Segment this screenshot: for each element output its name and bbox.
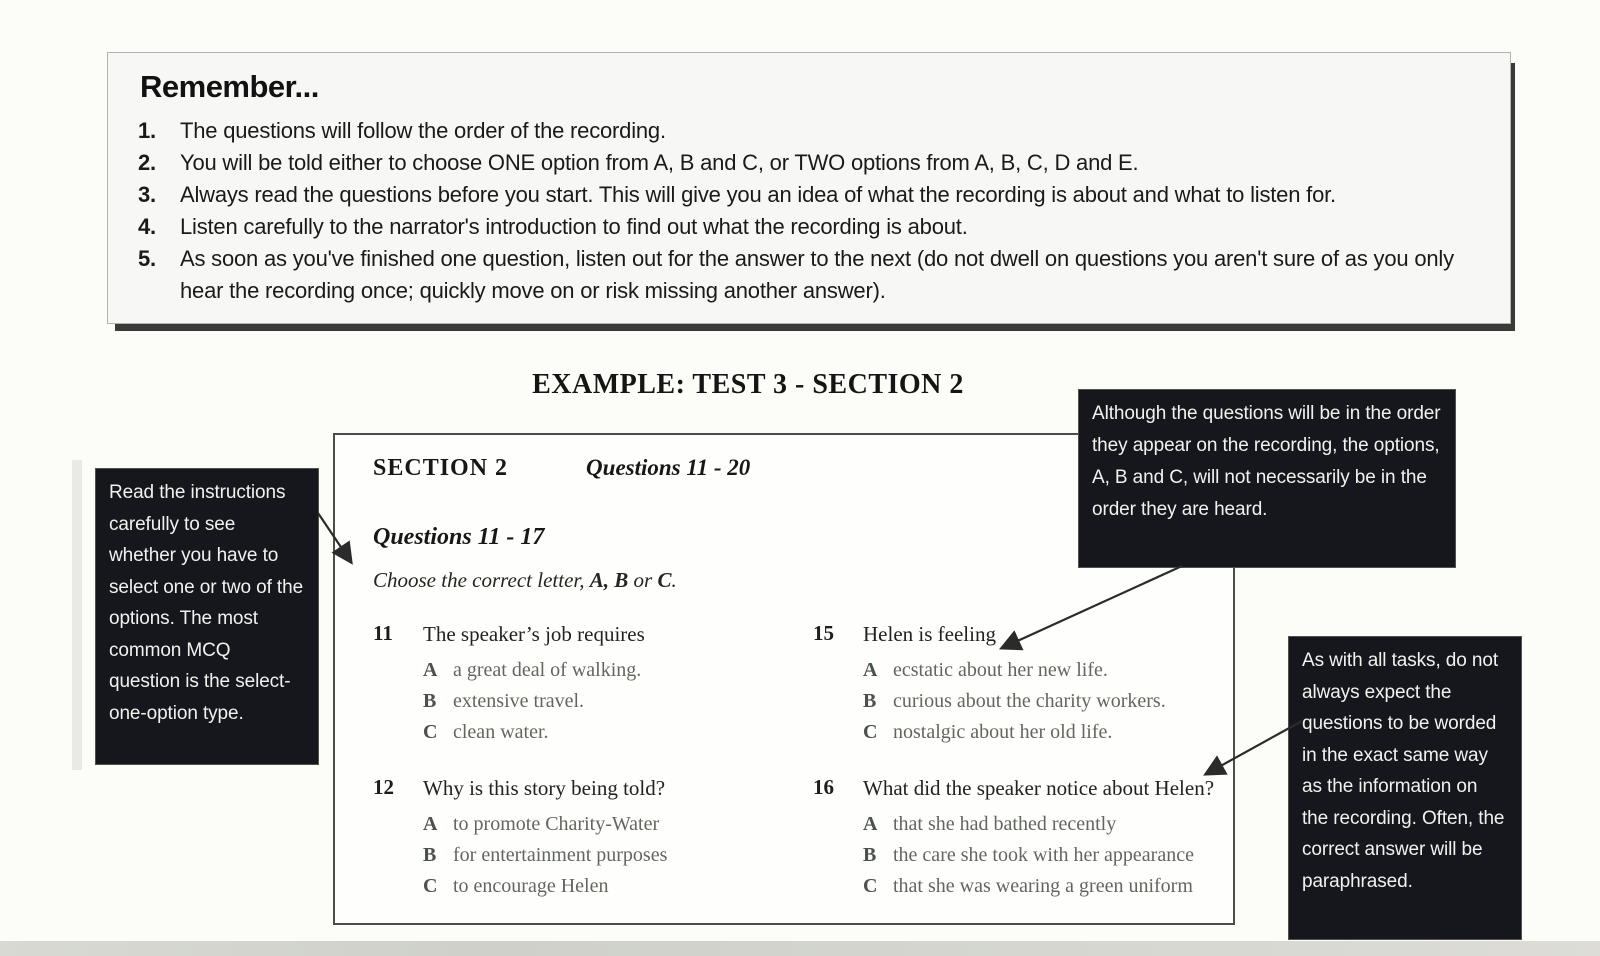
option-letter: B bbox=[423, 844, 437, 866]
option-letter: A bbox=[423, 813, 438, 835]
annotation-callout-left bbox=[95, 468, 319, 765]
instruction-bold-c: C bbox=[657, 568, 672, 592]
question-stem: Why is this story being told? bbox=[423, 776, 666, 800]
page-title: EXAMPLE: TEST 3 - SECTION 2 bbox=[532, 369, 964, 400]
question-number: 16 bbox=[813, 775, 834, 799]
option-row bbox=[423, 871, 813, 902]
option-row bbox=[423, 686, 813, 717]
option-text: to encourage Helen bbox=[453, 875, 609, 897]
remember-item-text: As soon as you've finished one question, listen out for the answer to the next (do not dwell on questions you aren't sure of as you only hear the recording once; quickly move on or risk missing another answer). bbox=[180, 246, 1454, 303]
section-label: SECTION 2 bbox=[373, 455, 509, 481]
remember-item-number: 3. bbox=[138, 182, 156, 207]
option-row bbox=[423, 717, 813, 748]
instruction-line bbox=[373, 568, 1233, 593]
option-text: ecstatic about her new life. bbox=[893, 659, 1108, 681]
option-text: curious about the charity workers. bbox=[893, 690, 1166, 712]
scan-edge-left bbox=[72, 460, 82, 770]
option-text: for entertainment purposes bbox=[453, 844, 668, 866]
option-text: a great deal of walking. bbox=[453, 659, 642, 681]
instruction-suffix: . bbox=[671, 568, 677, 592]
option-row bbox=[863, 717, 1217, 748]
remember-item-2 bbox=[138, 147, 1480, 179]
remember-item-1 bbox=[138, 115, 1480, 147]
question-stem: Helen is feeling bbox=[863, 622, 996, 646]
option-letter: C bbox=[423, 721, 438, 743]
remember-item-text: Listen carefully to the narrator's introduction to find out what the recording is about. bbox=[180, 214, 968, 239]
option-text: the care she took with her appearance bbox=[893, 844, 1194, 866]
remember-item-text: Always read the questions before you start. This will give you an idea of what the recording is about and what to listen for. bbox=[180, 182, 1336, 207]
remember-item-number: 4. bbox=[138, 214, 156, 239]
remember-panel bbox=[107, 52, 1511, 324]
remember-item-4 bbox=[138, 211, 1480, 243]
option-letter: C bbox=[863, 875, 878, 897]
scan-edge-bottom bbox=[0, 941, 1600, 956]
option-letter: B bbox=[423, 690, 437, 712]
option-letter: A bbox=[863, 813, 878, 835]
question-number: 12 bbox=[373, 775, 394, 799]
callout-text: Read the instructions carefully to see whether you have to select one or two of the options. The most common MCQ question is the select-one-option type. bbox=[109, 482, 304, 724]
remember-item-5 bbox=[138, 243, 1480, 307]
questions-grid bbox=[373, 621, 1233, 902]
option-letter: B bbox=[863, 844, 877, 866]
question-stem: What did the speaker notice about Helen? bbox=[863, 776, 1215, 800]
option-row bbox=[423, 809, 813, 840]
option-letter: C bbox=[863, 721, 878, 743]
question-number: 15 bbox=[813, 621, 834, 645]
option-row bbox=[863, 655, 1217, 686]
question-number: 11 bbox=[373, 621, 393, 645]
instruction-middle: or bbox=[628, 568, 658, 592]
option-letter: A bbox=[423, 659, 438, 681]
option-letter: C bbox=[423, 875, 438, 897]
question-16 bbox=[813, 775, 1217, 902]
remember-item-number: 2. bbox=[138, 150, 156, 175]
option-row bbox=[863, 686, 1217, 717]
remember-item-number: 1. bbox=[138, 118, 156, 143]
option-text: that she had bathed recently bbox=[893, 813, 1117, 835]
instruction-bold-letters: A, B bbox=[589, 568, 629, 592]
annotation-callout-top-right bbox=[1078, 389, 1456, 568]
question-11 bbox=[373, 621, 813, 748]
remember-item-number: 5. bbox=[138, 246, 156, 271]
remember-title: Remember... bbox=[140, 69, 319, 104]
option-row bbox=[423, 840, 813, 871]
option-text: extensive travel. bbox=[453, 690, 585, 712]
option-text: that she was wearing a green uniform bbox=[893, 875, 1193, 897]
section-question-range: Questions 11 - 20 bbox=[586, 455, 751, 480]
option-text: nostalgic about her old life. bbox=[893, 721, 1113, 743]
subsection-heading: Questions 11 - 17 bbox=[373, 524, 545, 550]
option-row bbox=[863, 840, 1217, 871]
option-text: clean water. bbox=[453, 721, 549, 743]
option-row bbox=[423, 655, 813, 686]
question-stem: The speaker’s job requires bbox=[423, 622, 645, 646]
option-row bbox=[863, 809, 1217, 840]
instruction-prefix: Choose the correct letter, bbox=[373, 568, 590, 592]
remember-item-text: You will be told either to choose ONE option from A, B and C, or TWO options from A, B, C, D and E. bbox=[180, 150, 1139, 175]
remember-item-3 bbox=[138, 179, 1480, 211]
remember-item-text: The questions will follow the order of the recording. bbox=[180, 118, 666, 143]
callout-text: As with all tasks, do not always expect the questions to be worded in the exact same way as the information on the recording. Often, the correct answer will be paraphrased. bbox=[1302, 650, 1505, 892]
question-12 bbox=[373, 775, 813, 902]
question-15 bbox=[813, 621, 1217, 748]
callout-text: Although the questions will be in the order they appear on the recording, the options, A, B and C, will not necessarily be in the order they are heard. bbox=[1092, 403, 1441, 520]
option-text: to promote Charity-Water bbox=[453, 813, 660, 835]
option-letter: B bbox=[863, 690, 877, 712]
option-letter: A bbox=[863, 659, 878, 681]
annotation-callout-right bbox=[1288, 636, 1522, 940]
option-row bbox=[863, 871, 1217, 902]
